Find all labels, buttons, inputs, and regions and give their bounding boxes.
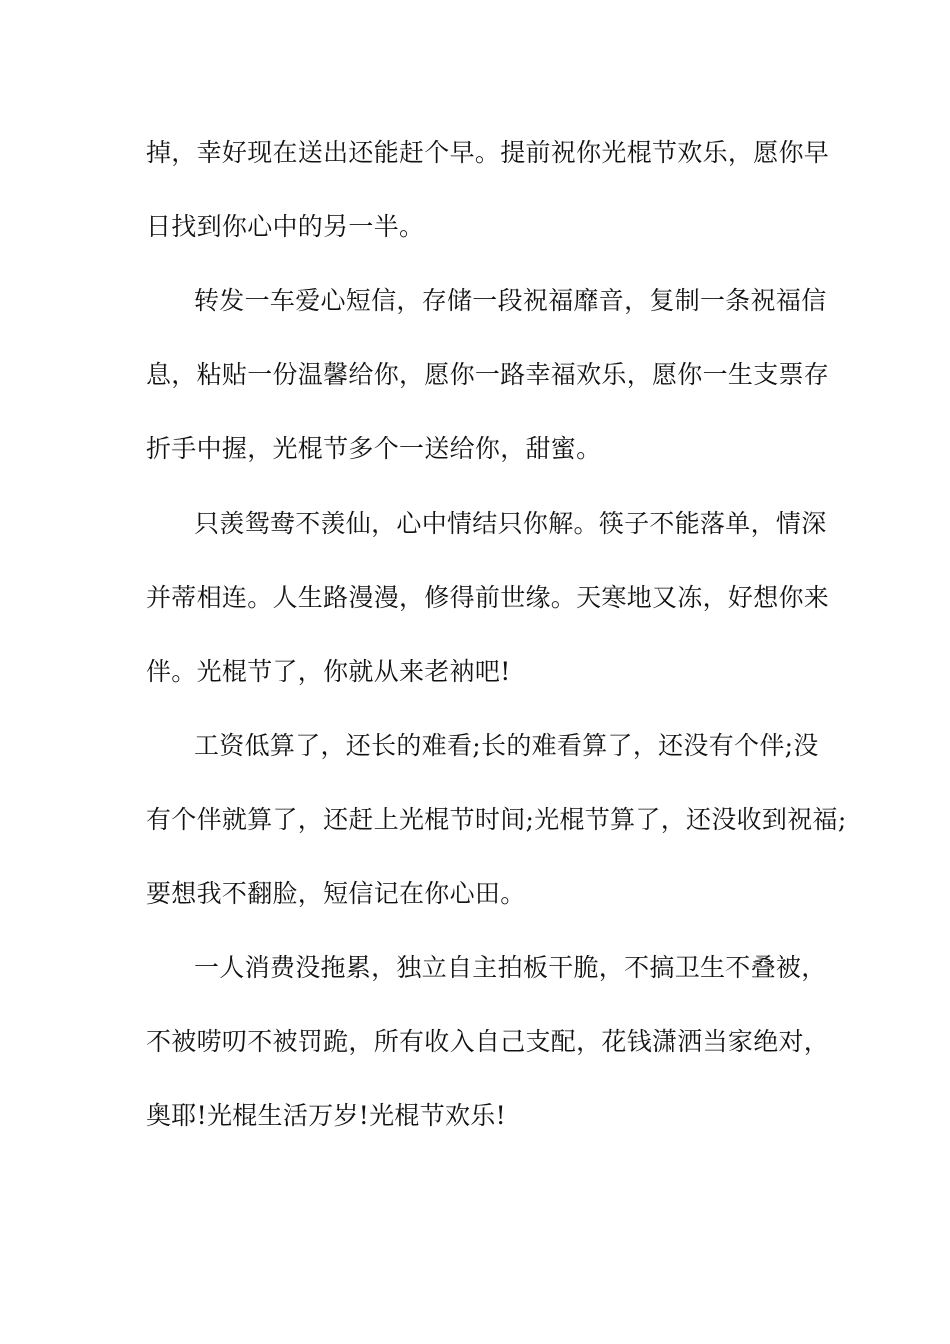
paragraph-4-line-2: 有个伴就算了，还赶上光棍节时间;光棍节算了，还没收到祝福; — [146, 805, 847, 834]
paragraph-5-line-2: 不被唠叨不被罚跪，所有收入自己支配，花钱潇洒当家绝对， — [146, 1027, 830, 1056]
paragraph-4-line-3: 要想我不翻脸，短信记在你心田。 — [146, 879, 526, 908]
paragraph-3-line-1: 只羡鸳鸯不羡仙，心中情结只你解。筷子不能落单，情深 — [194, 509, 827, 538]
paragraph-5-line-1: 一人消费没拖累，独立自主拍板干脆，不搞卫生不叠被， — [194, 953, 827, 982]
paragraph-4-line-1: 工资低算了，还长的难看;长的难看算了，还没有个伴;没 — [194, 731, 819, 760]
paragraph-1-line-2: 日找到你心中的另一半。 — [146, 212, 425, 241]
paragraph-5-line-3: 奥耶!光棍生活万岁!光棍节欢乐! — [146, 1101, 506, 1130]
paragraph-1-line-1: 掉，幸好现在送出还能赶个早。提前祝你光棍节欢乐，愿你早 — [146, 138, 830, 167]
paragraph-2-line-3: 折手中握，光棍节多个一送给你，甜蜜。 — [146, 434, 602, 463]
paragraph-2-line-1: 转发一车爱心短信，存储一段祝福靡音，复制一条祝福信 — [194, 286, 827, 315]
paragraph-3-line-2: 并蒂相连。人生路漫漫，修得前世缘。天寒地又冻，好想你来 — [146, 583, 830, 612]
paragraph-3-line-3: 伴。光棍节了，你就从来老衲吧! — [146, 657, 511, 686]
paragraph-2-line-2: 息，粘贴一份温馨给你，愿你一路幸福欢乐，愿你一生支票存 — [146, 360, 830, 389]
